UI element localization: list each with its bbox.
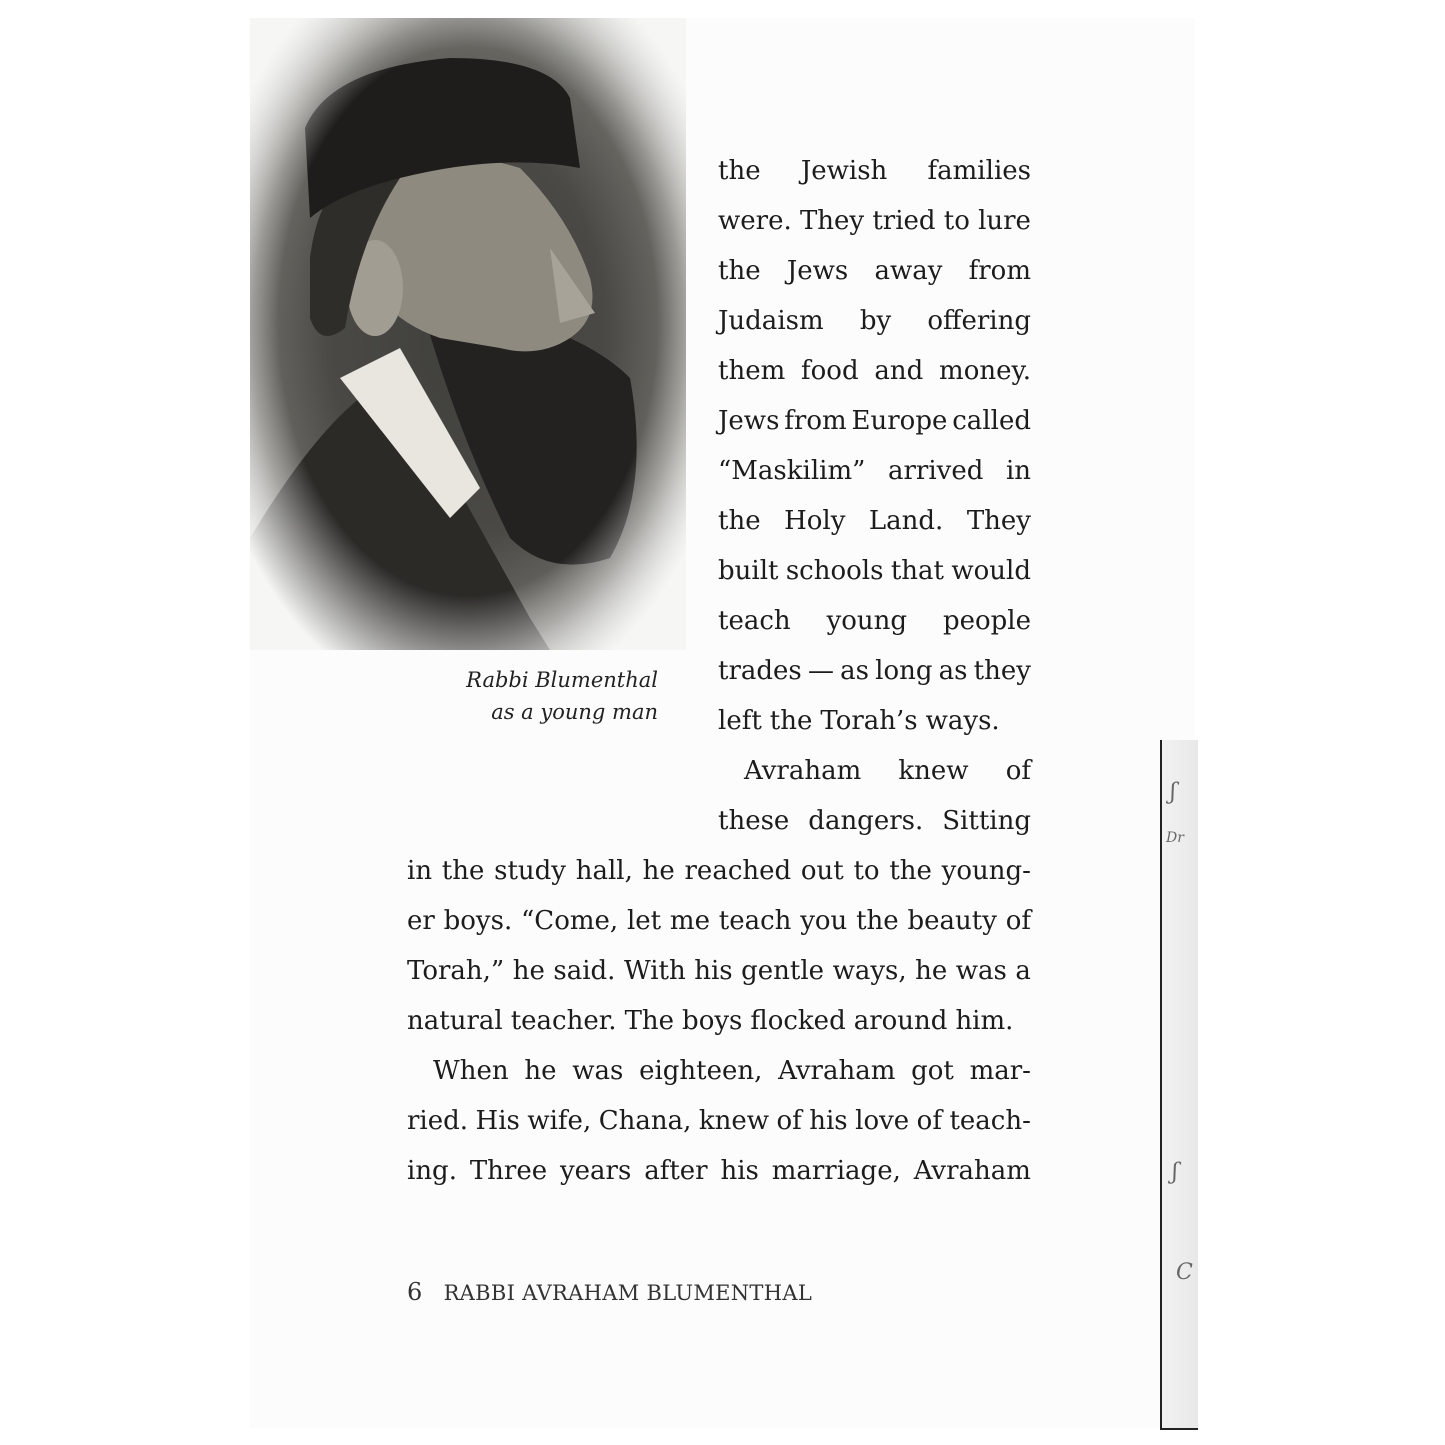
text-line: Judaism by offering [718, 306, 1031, 336]
text-line: teach young people [718, 606, 1031, 636]
text-line: were. They tried to lure [718, 206, 1031, 236]
text-line: natural teacher. The boys flocked around him. [407, 1006, 1014, 1036]
adjacent-page-edge: ʃ Dr ʃ C [1160, 740, 1198, 1430]
text-line: the Jewish families [718, 156, 1031, 186]
text-line: them food and money. [718, 356, 1031, 386]
text-line: When he was eighteen, Avraham got mar- [433, 1056, 1031, 1086]
running-head: RABBI AVRAHAM BLUMENTHAL [443, 1281, 813, 1305]
text-line: ried. His wife, Chana, knew of his love of teach- [407, 1106, 1031, 1136]
caption-line: as a young man [491, 700, 658, 724]
text-line: Avraham knew of [744, 756, 1031, 786]
text-line: trades — as long as they [718, 656, 1031, 686]
text-line: built schools that would [718, 556, 1031, 586]
text-line: these dangers. Sitting [718, 806, 1031, 836]
page-footer [407, 1278, 812, 1306]
portrait-photo [250, 18, 686, 650]
text-line: in the study hall, he reached out to the young- [407, 856, 1031, 886]
text-line: Jews from Europe called [718, 406, 1031, 436]
text-line: left the Torah’s ways. [718, 706, 1000, 736]
text-line: ing. Three years after his marriage, Avraham [407, 1156, 1031, 1186]
photo-caption [420, 664, 658, 728]
text-line: “Maskilim” arrived in [718, 456, 1031, 486]
text-line: er boys. “Come, let me teach you the beauty of [407, 906, 1031, 936]
text-line: the Holy Land. They [718, 506, 1031, 536]
text-line: Torah,” he said. With his gentle ways, he was a [407, 956, 1031, 986]
text-line: the Jews away from [718, 256, 1031, 286]
caption-line: Rabbi Blumenthal [466, 668, 658, 692]
page-number: 6 [407, 1278, 423, 1306]
